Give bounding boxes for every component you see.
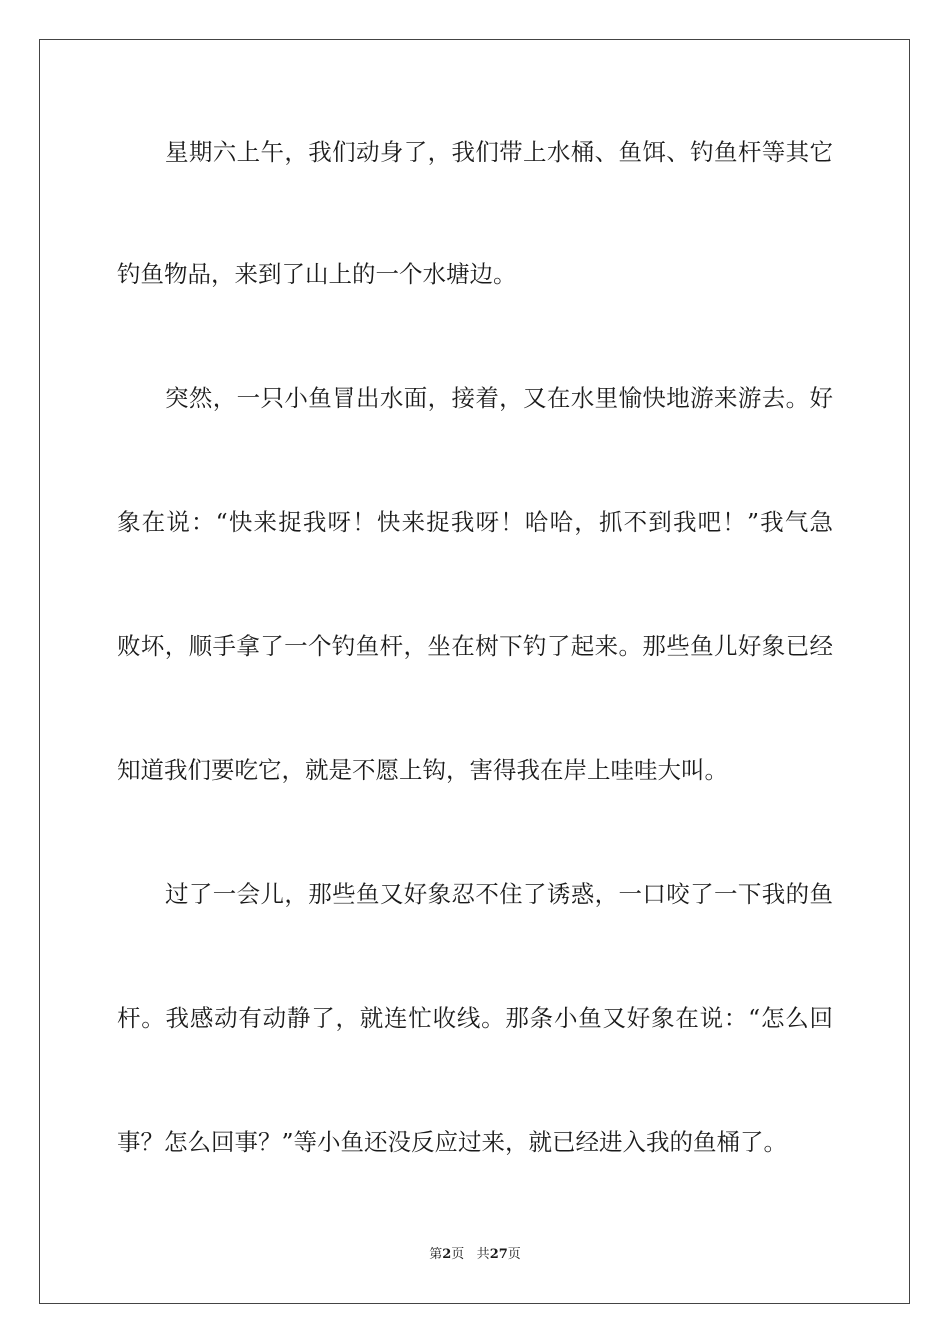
- page-number: 2: [442, 1247, 452, 1262]
- page-prefix: 第: [429, 1247, 443, 1262]
- text-line: 突然，一只小鱼冒出水面，接着，又在水里愉快地游来游去。好: [165, 384, 833, 412]
- text-line: 星期六上午，我们动身了，我们带上水桶、鱼饵、钓鱼杆等其它: [165, 138, 833, 166]
- text-line: 败坏，顺手拿了一个钓鱼杆，坐在树下钓了起来。那些鱼儿好象已经: [117, 632, 833, 660]
- page-footer: [0, 1246, 950, 1264]
- total-suffix: 页: [507, 1247, 521, 1262]
- text-line: 钓鱼物品，来到了山上的一个水塘边。: [117, 260, 517, 288]
- text-line: 杆。我感动有动静了，就连忙收线。那条小鱼又好象在说：“怎么回: [117, 1004, 833, 1032]
- text-line: 过了一会儿，那些鱼又好象忍不住了诱惑，一口咬了一下我的鱼: [165, 880, 833, 908]
- text-line: 知道我们要吃它，就是不愿上钩，害得我在岸上哇哇大叫。: [117, 756, 728, 784]
- total-pages: 27: [489, 1247, 508, 1262]
- text-line: 事？怎么回事？”等小鱼还没反应过来，就已经进入我的鱼桶了。: [117, 1128, 788, 1156]
- page-border: [39, 39, 910, 1304]
- total-prefix: 共: [476, 1247, 490, 1262]
- page-suffix: 页: [451, 1247, 465, 1262]
- text-line: 象在说：“快来捉我呀！快来捉我呀！哈哈，抓不到我吧！”我气急: [117, 508, 833, 536]
